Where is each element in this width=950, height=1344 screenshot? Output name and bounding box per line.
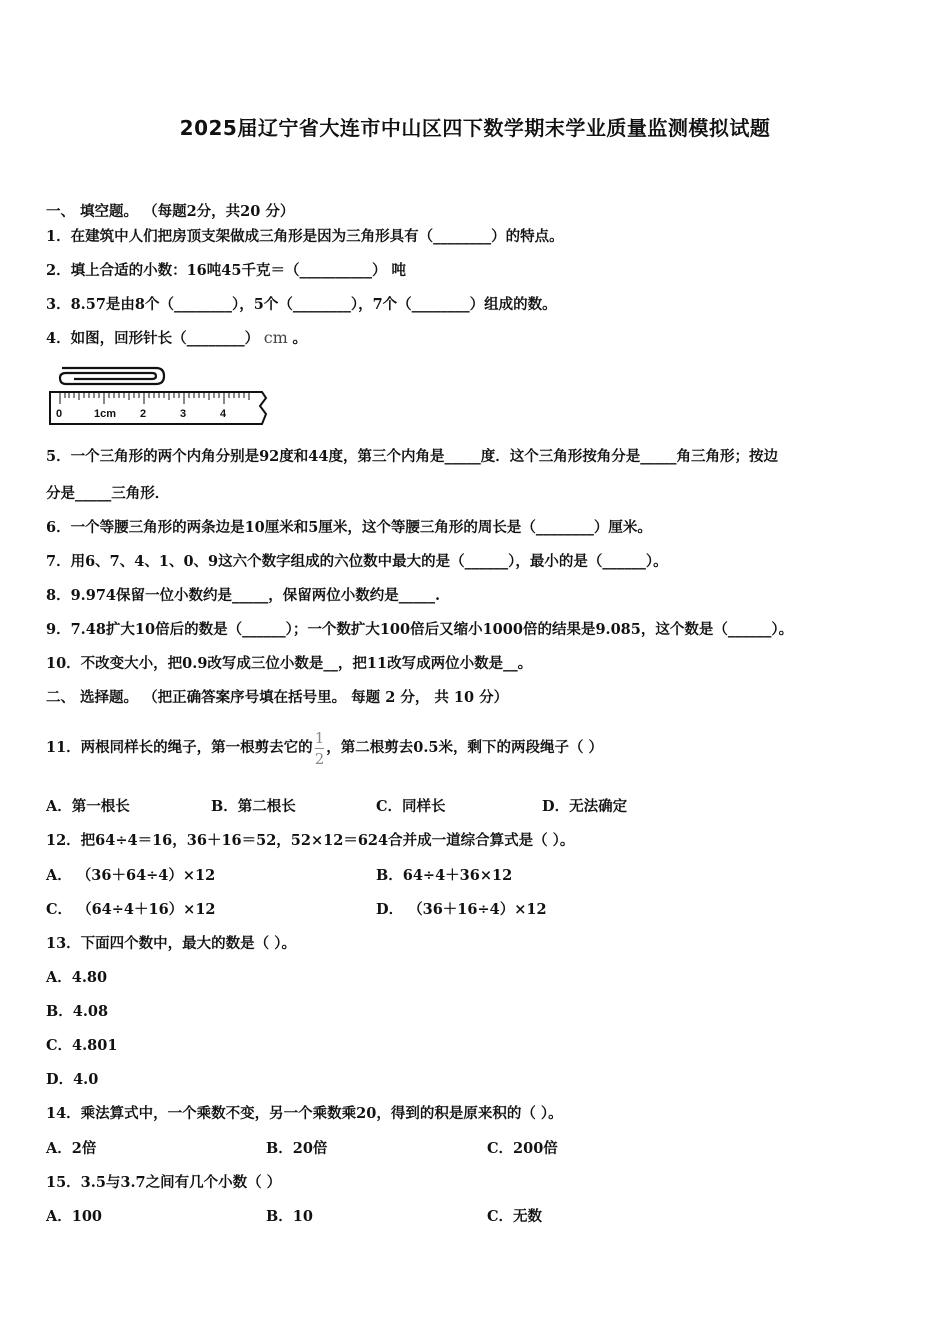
q13-option-a: A．4.80 — [46, 969, 108, 986]
q11-option-b: B．第二根长 — [211, 798, 296, 815]
question-6: 6．一个等腰三角形的两条边是10厘米和5厘米，这个等腰三角形的周长是（________）厘米。 — [46, 519, 652, 536]
question-2: 2．填上合适的小数：16吨45千克＝（__________） 吨 — [46, 262, 406, 279]
page-title: 2025届辽宁省大连市中山区四下数学期末学业质量监测模拟试题 — [179, 116, 771, 140]
question-9: 9．7.48扩大10倍后的数是（______）；一个数扩大100倍后又缩小1000倍的结果是9.085，这个数是（______）。 — [46, 621, 794, 638]
paperclip-icon — [60, 368, 164, 384]
question-4-end: 。 — [292, 330, 307, 347]
q12-option-d: D． （36＋16÷4）×12 — [376, 901, 547, 918]
question-4-unit: cm — [263, 328, 288, 347]
question-11-text-b: ，第二根剪去0.5米，剩下的两段绳子（ ） — [326, 739, 604, 756]
question-5-line-2: 分是_____三角形． — [46, 485, 170, 502]
paperclip-ruler-figure — [48, 364, 274, 428]
question-14: 14．乘法算式中，一个乘数不变，另一个乘数乘20，得到的积是原来积的（ ）。 — [46, 1105, 563, 1122]
q12-option-a: A． （36＋64÷4）×12 — [46, 867, 216, 884]
question-4-text: 4．如图，回形针长（________） — [46, 330, 260, 347]
section-1-heading: 一、 填空题。 （每题2分，共20 分） — [46, 203, 295, 220]
q13-option-d: D．4.0 — [46, 1071, 99, 1088]
q15-option-a: A．100 — [46, 1208, 103, 1225]
question-7: 7．用6、7、4、1、0、9这六个数字组成的六位数中最大的是（______），最小的是（______）。 — [46, 553, 668, 570]
question-8: 8．9.974保留一位小数约是_____，保留两位小数约是_____. — [46, 587, 441, 604]
fraction-one-half — [315, 730, 325, 767]
question-5-line-1: 5．一个三角形的两个内角分别是92度和44度，第三个内角是_____度．这个三角形按角分是_____角三角形；按边 — [46, 448, 778, 465]
q13-option-b: B．4.08 — [46, 1003, 109, 1020]
q14-option-a: A．2倍 — [46, 1140, 97, 1157]
question-1: 1．在建筑中人们把房顶支架做成三角形是因为三角形具有（________）的特点。 — [46, 228, 564, 245]
q12-option-c: C． （64÷4＋16）×12 — [46, 901, 216, 918]
question-10: 10．不改变大小，把0.9改写成三位小数是__，把11改写成两位小数是__。 — [46, 655, 533, 672]
q11-option-c: C．同样长 — [376, 798, 446, 815]
question-11 — [46, 726, 910, 770]
question-12: 12．把64÷4＝16，36＋16＝52，52×12＝624合并成一道综合算式是（ ）。 — [46, 832, 575, 849]
q15-option-c: C．无数 — [487, 1208, 543, 1225]
question-15: 15．3.5与3.7之间有几个小数（ ） — [46, 1174, 282, 1191]
question-3: 3．8.57是由8个（________），5个（________），7个（________）组成的数。 — [46, 296, 557, 313]
question-13: 13．下面四个数中，最大的数是（ ）。 — [46, 935, 296, 952]
q14-option-c: C．200倍 — [487, 1140, 558, 1157]
ruler-label-2: 2 — [140, 408, 147, 420]
fraction-numerator: 1 — [314, 728, 325, 747]
fraction-denominator: 2 — [314, 749, 325, 768]
q11-option-a: A．第一根长 — [46, 798, 130, 815]
q15-option-b: B．10 — [266, 1208, 313, 1225]
section-2-heading: 二、 选择题。 （把正确答案序号填在括号里。 每题 2 分， 共 10 分） — [46, 689, 509, 706]
q14-option-b: B．20倍 — [266, 1140, 328, 1157]
ruler-icon — [50, 392, 266, 424]
ruler-label-3: 3 — [180, 408, 187, 420]
question-11-text-a: 11．两根同样长的绳子，第一根剪去它的 — [46, 739, 313, 756]
q11-option-d: D．无法确定 — [542, 798, 628, 815]
ruler-label-0: 0 — [56, 408, 63, 420]
q12-option-b: B．64÷4＋36×12 — [376, 867, 513, 884]
question-4 — [46, 328, 910, 349]
ruler-label-4: 4 — [220, 408, 227, 420]
q13-option-c: C．4.801 — [46, 1037, 118, 1054]
ruler-label-1cm: 1cm — [94, 408, 117, 420]
